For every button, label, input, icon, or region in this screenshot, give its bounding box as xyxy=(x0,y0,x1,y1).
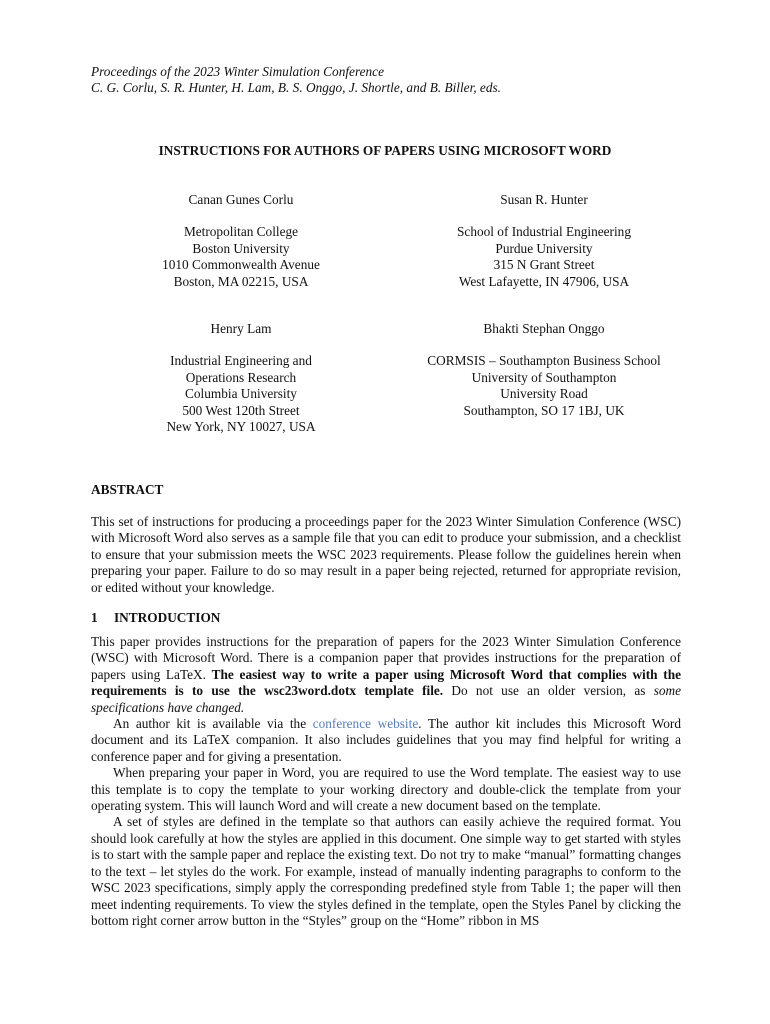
abstract-body xyxy=(91,514,681,596)
affiliation-line: Columbia University xyxy=(185,386,297,402)
affiliation-line: Purdue University xyxy=(495,240,593,256)
affiliation-line: Industrial Engineering and xyxy=(170,353,312,369)
paragraph: A set of styles are defined in the template so that authors can easily achieve the required format. You should look carefully at how the styles are applied in this document. One simple way to get started with styles is to start with the sample paper and replace the existing text. Do not try to make “manual” formatting changes to the text – let styles do the work. For example, instead of manually indenting paragraphs to conform to the WSC 2023 specifications, simply apply the corresponding predefined style from Table 1; the paper will then meet indenting requirements. To view the styles defined in the template, open the Styles Panel by clicking the bottom right corner arrow button in the “Styles” group on the “Home” ribbon in MS xyxy=(91,814,681,928)
proceedings-header xyxy=(91,64,501,97)
italic-text-run: some specifications have changed. xyxy=(91,683,682,715)
author-block xyxy=(91,321,391,435)
paragraph xyxy=(91,716,681,765)
affiliation-line: Operations Research xyxy=(185,369,297,385)
affiliation-line: Metropolitan College xyxy=(183,224,299,240)
author-name: Susan R. Hunter xyxy=(500,192,588,207)
author-name: Henry Lam xyxy=(210,321,272,336)
section-heading xyxy=(91,610,220,626)
section-title: INTRODUCTION xyxy=(114,610,221,625)
paragraph xyxy=(91,634,681,716)
affiliation-line: Boston University xyxy=(192,240,290,256)
section-number: 1 xyxy=(91,610,98,625)
proceedings-line: Proceedings of the 2023 Winter Simulation Conference xyxy=(91,64,384,79)
text-run: Do not use an older version, as xyxy=(443,683,654,699)
author-block xyxy=(394,321,694,419)
author-name: Canan Gunes Corlu xyxy=(188,192,294,207)
affiliation-line: 315 N Grant Street xyxy=(493,257,595,273)
affiliation-line: West Lafayette, IN 47906, USA xyxy=(458,273,630,289)
paper-title: INSTRUCTIONS FOR AUTHORS OF PAPERS USING MICROSOFT WORD xyxy=(158,143,612,158)
affiliation-line: University of Southampton xyxy=(471,369,617,385)
affiliation-line: University Road xyxy=(500,386,588,402)
affiliation-line: 1010 Commonwealth Avenue xyxy=(162,257,320,273)
affiliation-line: Southampton, SO 17 1BJ, UK xyxy=(463,402,625,418)
affiliation-line: New York, NY 10027, USA xyxy=(166,419,316,435)
editors-line: C. G. Corlu, S. R. Hunter, H. Lam, B. S. Onggo, J. Shortle, and B. Biller, eds. xyxy=(91,80,501,96)
text-run: . The author kit includes this Microsoft Word document and its LaTeX companion. It also includes guidelines that you may find helpful for writing a conference paper and for giving a presentation. xyxy=(91,716,682,764)
text-run: This paper provides instructions for the preparation of papers for the 2023 Winter Simulation Conference (WSC) with Microsoft Word. There is a companion paper that provides instructions for the preparation of papers using LaTeX. xyxy=(91,634,681,682)
author-block xyxy=(394,192,694,290)
affiliation-line: Boston, MA 02215, USA xyxy=(173,273,309,289)
conference-website-link[interactable]: conference website xyxy=(312,716,419,732)
bold-text-run: The easiest way to write a paper using Microsoft Word that complies with the requirements is to use the wsc23word.dotx template file. xyxy=(91,666,681,699)
abstract-paragraph: This set of instructions for producing a proceedings paper for the 2023 Winter Simulation Conference (WSC) with Microsoft Word also serves as a sample file that you can edit to produce your submission, and a checklist to ensure that your submission meets the WSC 2023 requirements. Please follow the guidelines herein when preparing your paper. Failure to do so may result in a paper being rejected, returned for appropriate revision, or edited without your knowledge. xyxy=(91,514,681,595)
affiliation-line: School of Industrial Engineering xyxy=(457,224,631,240)
author-name: Bhakti Stephan Onggo xyxy=(483,321,605,336)
abstract-heading: ABSTRACT xyxy=(91,482,164,497)
author-block xyxy=(91,192,391,290)
introduction-body xyxy=(91,634,681,929)
text-run: An author kit is available via the xyxy=(113,716,313,732)
paragraph: When preparing your paper in Word, you are required to use the Word template. The easiest way to use this template is to copy the template to your working directory and double-click the template from your operating system. This will launch Word and will create a new document based on the template. xyxy=(91,765,681,814)
affiliation-line: 500 West 120th Street xyxy=(182,402,300,418)
affiliation-line: CORMSIS – Southampton Business School xyxy=(427,353,661,369)
